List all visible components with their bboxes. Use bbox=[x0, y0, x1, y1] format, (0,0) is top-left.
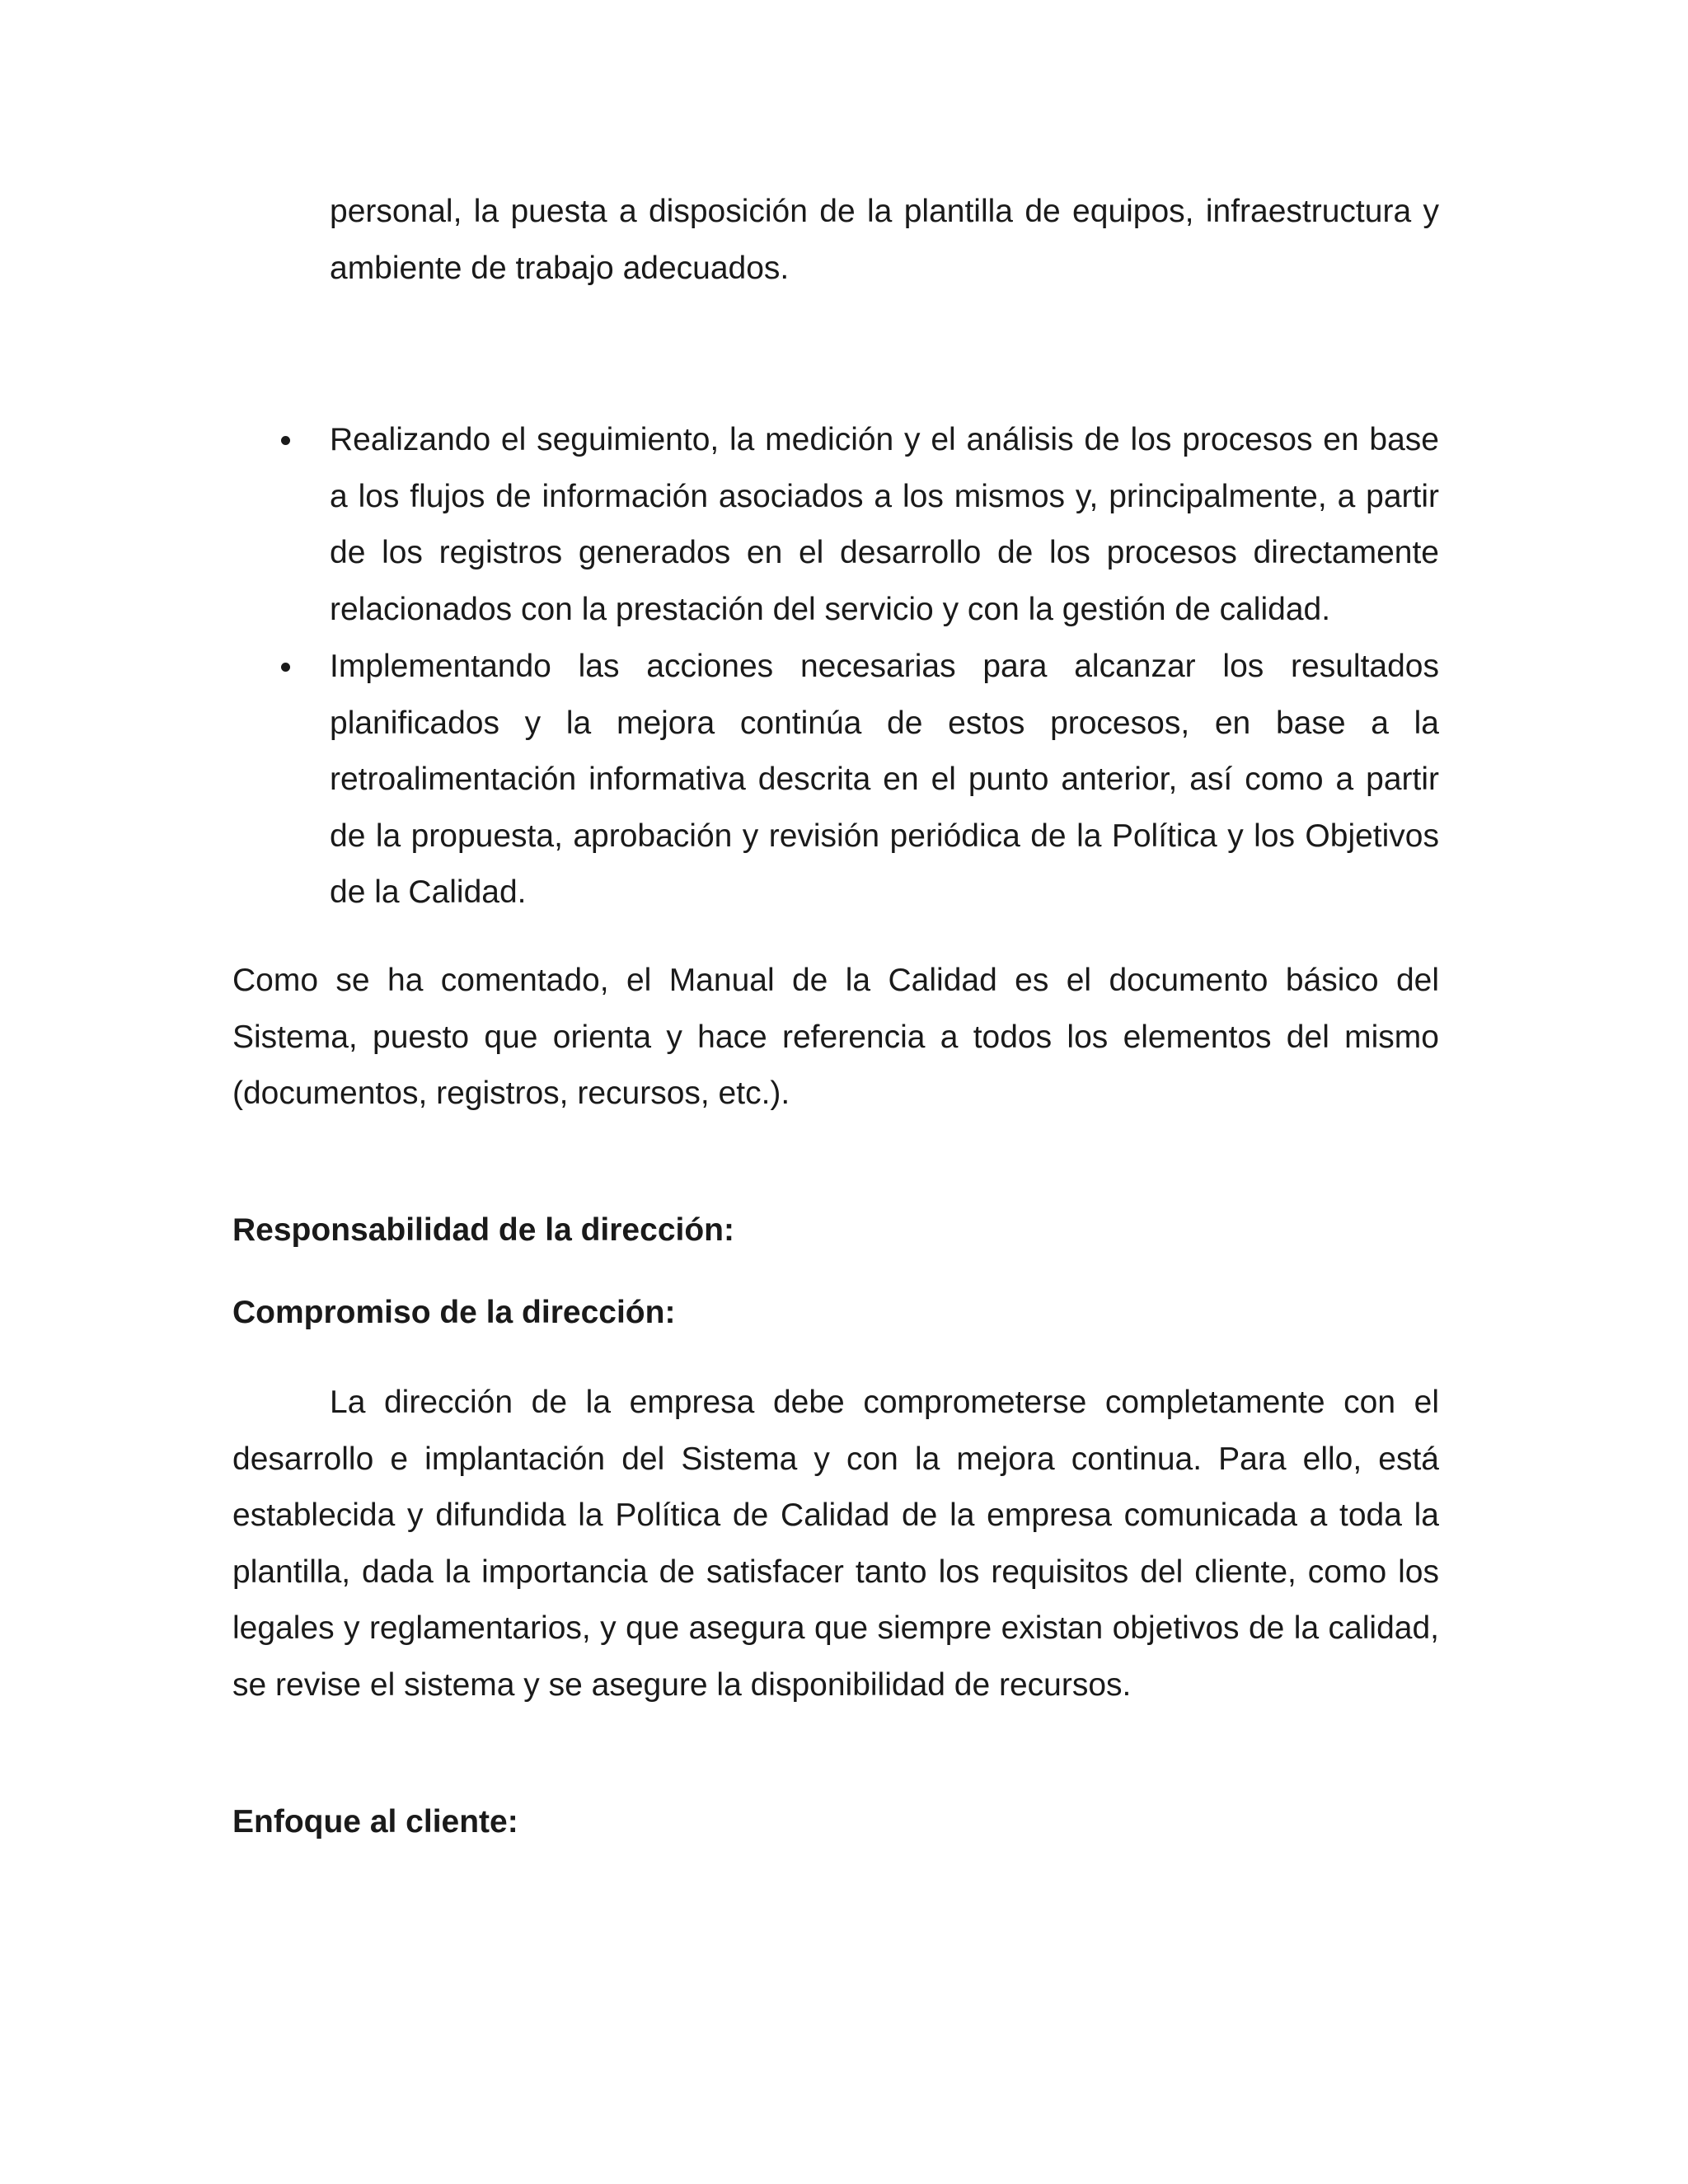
section-heading-responsabilidad: Responsabilidad de la dirección: bbox=[232, 1212, 734, 1248]
compromiso-paragraph: La dirección de la empresa debe comprometerse completamente con el desarrollo e implantación del Sistema y con la mejora continua. Para ello, está establecida y difundida la Política de Calidad de la empresa comunicada a toda la plantilla, dada la importancia de satisfacer tanto los requisitos del cliente, como los legales y reglamentarios, y que asegura que siempre existan objetivos de la calidad, se revise el sistema y se asegure la disponibilidad de recursos. bbox=[232, 1385, 1439, 1703]
subsection-heading-compromiso: Compromiso de la dirección: bbox=[232, 1295, 676, 1330]
subsection-heading-enfoque: Enfoque al cliente: bbox=[232, 1804, 518, 1840]
manual-paragraph: Como se ha comentado, el Manual de la Calidad es el documento básico del Sistema, puesto que orienta y hace referencia a todos los elementos del mismo (documentos, registros, recursos, etc.). bbox=[232, 963, 1439, 1111]
bullet-icon bbox=[281, 436, 290, 445]
bullet-text: Implementando las acciones necesarias para alcanzar los resultados planificados y la mejora continúa de estos procesos, en base a la retroalimentación informativa descrita en el punto anterior, así como a partir de la propuesta, aprobación y revisión periódica de la Política y los Objetivos de la Calidad. bbox=[330, 649, 1439, 910]
continuation-paragraph: personal, la puesta a disposición de la plantilla de equipos, infraestructura y ambiente de trabajo adecuados. bbox=[330, 194, 1439, 286]
bullet-item-seguimiento bbox=[330, 412, 1439, 638]
bullet-text: Realizando el seguimiento, la medición y el análisis de los procesos en base a los flujos de información asociados a los mismos y, principalmente, a partir de los registros generados en el desarrollo de los procesos directamente relacionados con la prestación del servicio y con la gestión de calidad. bbox=[330, 422, 1439, 627]
bullet-icon bbox=[281, 663, 290, 672]
bullet-item-implementando bbox=[330, 639, 1439, 921]
